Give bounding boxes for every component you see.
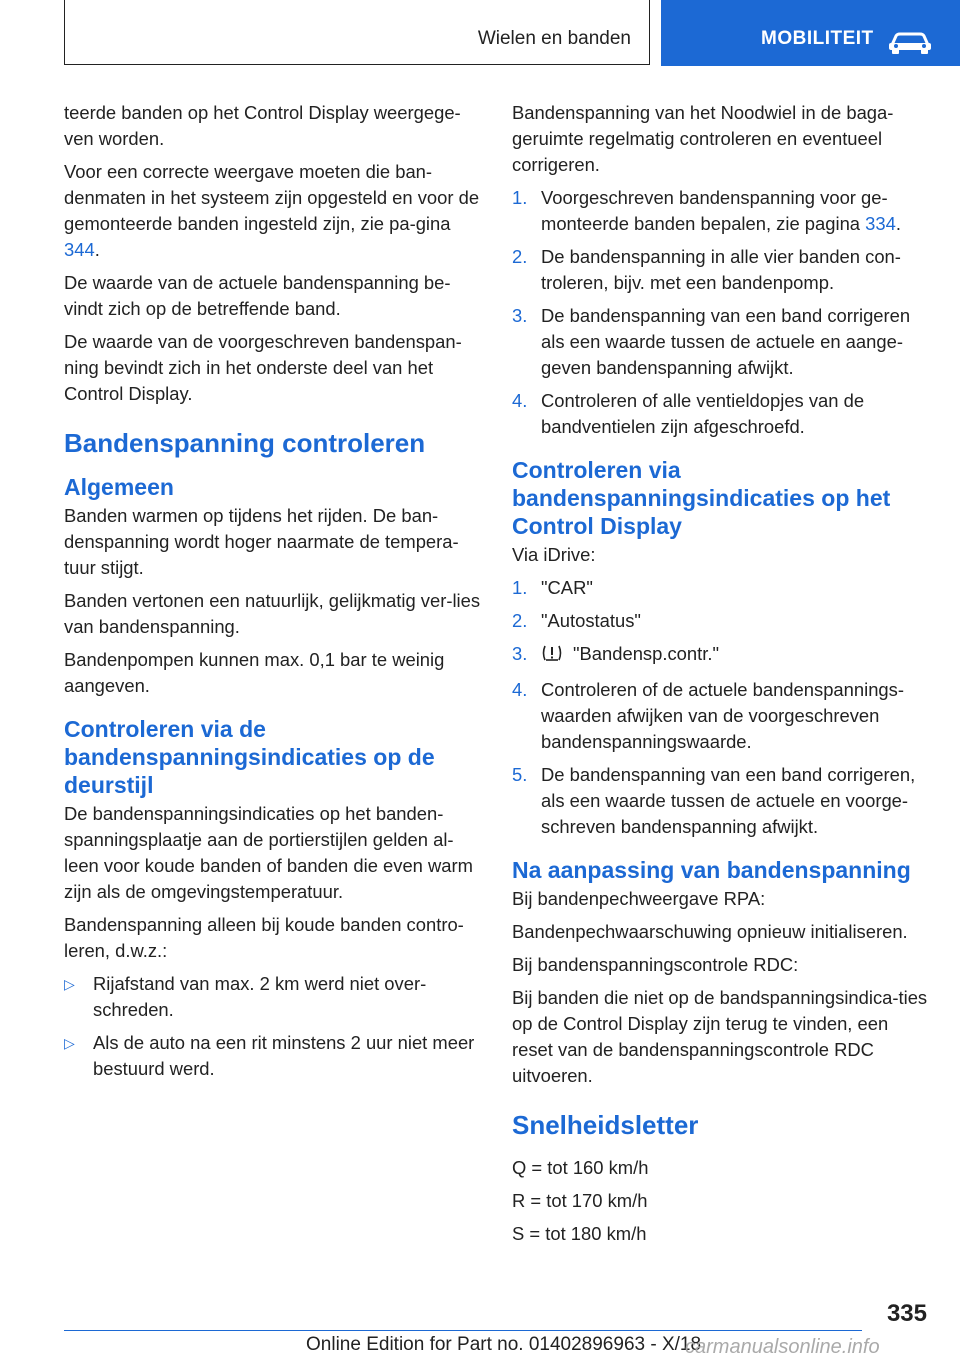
paragraph: De waarde van de actuele bandenspanning be-vindt zich op de betreffende band. bbox=[64, 272, 451, 319]
subsection-heading: Controleren via de bandenspanningsindicaties op de deurstijl bbox=[64, 716, 435, 798]
step-text: "Bandensp.contr." bbox=[573, 643, 719, 664]
triangle-bullet-icon: ▷ bbox=[64, 976, 75, 992]
subsection-heading: Na aanpassing van bandenspanning bbox=[512, 857, 911, 883]
tire-warning-icon bbox=[541, 643, 563, 670]
speed-rating: Q = tot 160 km/h bbox=[512, 1157, 649, 1178]
list-item bbox=[512, 762, 930, 840]
paragraph: Bandenspanning van het Noodwiel in de baga-geruimte regelmatig controleren en eventueel corrigeren. bbox=[512, 102, 894, 175]
left-column bbox=[64, 100, 482, 1094]
step-text: Controleren of de actuele bandenspannings-waarden afwijken van de voorgeschreven bandenspanningswaarde. bbox=[541, 679, 904, 752]
numbered-list bbox=[512, 185, 930, 440]
step-text: De bandenspanning van een band corrigeren als een waarde tussen de actuele en aange-geven bandenspanning afwijkt. bbox=[541, 305, 911, 378]
paragraph: Bandenspanning alleen bij koude banden contro-leren, d.w.z.: bbox=[64, 914, 464, 961]
page-link[interactable]: 344 bbox=[64, 239, 95, 260]
text: Voor een correcte weergave moeten die ban-denmaten in het systeem zijn opgesteld en voor de gemonteerde banden ingesteld zijn, zie pa-gina bbox=[64, 161, 480, 234]
step-text: "CAR" bbox=[541, 577, 593, 598]
list-item bbox=[64, 971, 482, 1023]
paragraph: teerde banden op het Control Display weergege-ven worden. bbox=[64, 102, 461, 149]
step-number: 1. bbox=[512, 187, 528, 208]
step-number: 5. bbox=[512, 764, 528, 785]
list-item bbox=[512, 303, 930, 381]
list-item bbox=[512, 244, 930, 296]
paragraph: Bij banden die niet op de bandspanningsindica-ties op de Control Display zijn terug te vinden, een reset van de bandenspanningscontrole RDC uitvoeren. bbox=[512, 987, 928, 1086]
footer-divider bbox=[64, 1330, 862, 1331]
section-heading: Snelheidsletter bbox=[512, 1110, 699, 1140]
page-link[interactable]: 334 bbox=[865, 213, 896, 234]
paragraph: Bandenpompen kunnen max. 0,1 bar te weinig aangeven. bbox=[64, 649, 445, 696]
step-text: "Autostatus" bbox=[541, 610, 641, 631]
paragraph bbox=[64, 159, 482, 263]
speed-rating: R = tot 170 km/h bbox=[512, 1190, 648, 1211]
step-number: 3. bbox=[512, 305, 528, 326]
list-item bbox=[512, 185, 930, 237]
header-section-title: Wielen en banden bbox=[477, 28, 631, 49]
car-icon bbox=[887, 30, 933, 59]
step-text: De bandenspanning in alle vier banden con-troleren, bijv. met een bandenpomp. bbox=[541, 246, 901, 293]
right-column bbox=[512, 100, 930, 1254]
chapter-label: MOBILITEIT bbox=[761, 28, 874, 49]
step-number: 1. bbox=[512, 577, 528, 598]
footer-edition: Online Edition for Part no. 01402896963 - X/18 bbox=[306, 1334, 702, 1355]
paragraph: Bij bandenspanningscontrole RDC: bbox=[512, 954, 799, 975]
watermark: carmanualsonline.info bbox=[685, 1336, 880, 1358]
section-heading: Bandenspanning controleren bbox=[64, 428, 426, 458]
paragraph: Banden warmen op tijdens het rijden. De ban-denspanning wordt hoger naarmate de tempera-tuur stijgt. bbox=[64, 505, 459, 578]
paragraph: De waarde van de voorgeschreven bandenspan-ning bevindt zich in het onderste deel van het Control Display. bbox=[64, 331, 462, 404]
step-number: 2. bbox=[512, 246, 528, 267]
list-item-text: Als de auto na een rit minstens 2 uur niet meer bestuurd werd. bbox=[93, 1032, 475, 1079]
page-number: 335 bbox=[886, 1300, 927, 1327]
paragraph: Via iDrive: bbox=[512, 544, 596, 565]
header-section-box bbox=[64, 0, 650, 64]
subsection-heading: Controleren via bandenspanningsindicaties op het Control Display bbox=[512, 457, 891, 539]
list-item bbox=[64, 1030, 482, 1082]
paragraph: Bij bandenpechweergave RPA: bbox=[512, 888, 766, 909]
list-item bbox=[512, 608, 930, 634]
paragraph: Banden vertonen een natuurlijk, gelijkmatig ver-lies van bandenspanning. bbox=[64, 590, 481, 637]
list-item-text: Rijafstand van max. 2 km werd niet over-schreden. bbox=[93, 973, 427, 1020]
step-text: De bandenspanning van een band corrigeren, als een waarde tussen de actuele en voorge-schreven bandenspanning afwijkt. bbox=[541, 764, 916, 837]
list-item bbox=[512, 677, 930, 755]
paragraph: Bandenpechwaarschuwing opnieuw initialiseren. bbox=[512, 921, 908, 942]
step-number: 4. bbox=[512, 679, 528, 700]
paragraph: De bandenspanningsindicaties op het banden-spanningsplaatje aan de portierstijlen gelden al-leen voor koude banden of banden die even warm zijn als de omgevingstemperatuur. bbox=[64, 803, 473, 902]
text: . bbox=[94, 239, 100, 260]
step-text: Voorgeschreven bandenspanning voor ge-monteerde banden bepalen, zie pagina bbox=[541, 187, 888, 234]
list-item bbox=[512, 575, 930, 601]
list-item bbox=[512, 641, 930, 670]
header-divider bbox=[64, 64, 650, 65]
numbered-list bbox=[512, 575, 930, 840]
step-number: 4. bbox=[512, 390, 528, 411]
header-chapter-tab[interactable] bbox=[661, 0, 960, 66]
triangle-bullet-icon: ▷ bbox=[64, 1035, 75, 1051]
step-number: 2. bbox=[512, 610, 528, 631]
list-item bbox=[512, 388, 930, 440]
speed-rating: S = tot 180 km/h bbox=[512, 1223, 647, 1244]
step-text: Controleren of alle ventieldopjes van de bandventielen zijn afgeschroefd. bbox=[541, 390, 865, 437]
subsection-heading: Algemeen bbox=[64, 474, 174, 500]
step-number: 3. bbox=[512, 643, 528, 664]
bullet-list bbox=[64, 971, 482, 1082]
step-text: . bbox=[895, 213, 901, 234]
